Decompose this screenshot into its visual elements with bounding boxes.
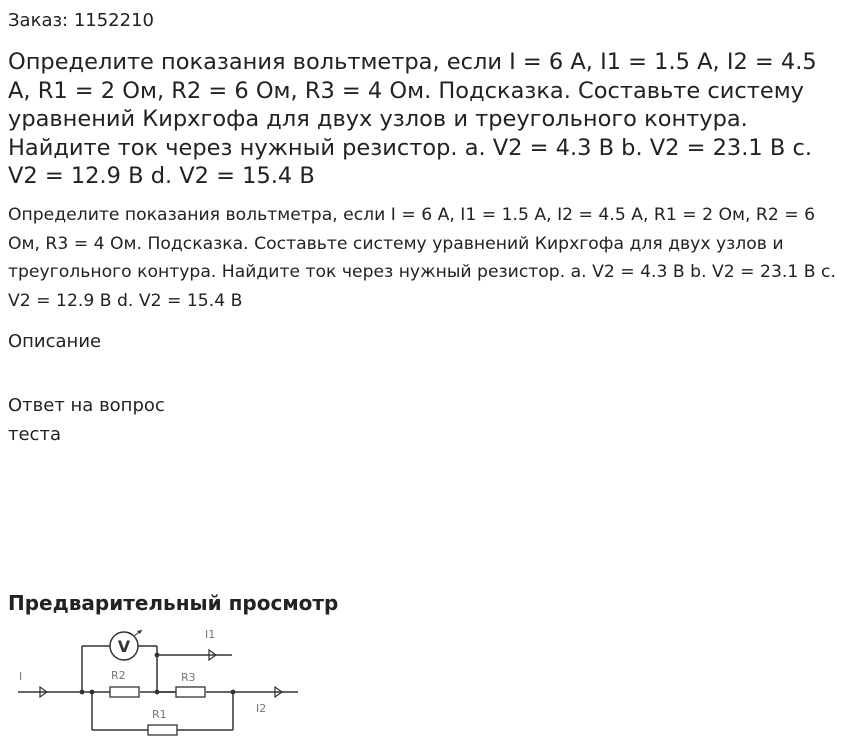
- order-number: Заказ: 1152210: [8, 10, 154, 31]
- resistor-r2: [110, 687, 139, 697]
- label-r3: R3: [181, 671, 196, 684]
- question-title: Определите показания вольтметра, если I = 6 А, I1 = 1.5 А, I2 = 4.5 А, R1 = 2 Ом, R2 = 6 Ом, R3 = 4 Ом. Подсказка. Составьте систему уравнений Кирхгофа для двух узлов и треугольного контура. Найдите ток через нужный резистор. a. V2 = 4.3 В b. V2 = 23.1 В c. V2 = 12.9 В d. V2 = 15.4 В: [8, 49, 817, 189]
- resistor-r1: [148, 725, 177, 735]
- label-r2: R2: [111, 669, 126, 682]
- description-label: Описание: [8, 331, 102, 352]
- current-arrows: [40, 650, 282, 697]
- question-text: Определите показания вольтметра, если I = 6 А, I1 = 1.5 А, I2 = 4.5 А, R1 = 2 Ом, R2 = 6 Ом, R3 = 4 Ом. Подсказка. Составьте систему уравнений Кирхгофа для двух узлов и треугольного контура. Найдите ток через нужный резистор. a. V2 = 4.3 В b. V2 = 23.1 В c. V2 = 12.9 В d. V2 = 15.4 В: [8, 205, 836, 311]
- answer-label: Ответ на вопрос теста: [8, 395, 165, 445]
- label-i1: I1: [205, 628, 216, 641]
- resistor-r3: [176, 687, 205, 697]
- voltmeter-icon: [110, 630, 142, 660]
- label-r1: R1: [152, 708, 167, 721]
- label-i: I: [19, 670, 23, 683]
- preview-heading: Предварительный просмотр: [8, 591, 339, 615]
- circuit-diagram: [10, 622, 310, 744]
- label-i2: I2: [256, 702, 267, 715]
- voltmeter-symbol: V: [117, 637, 131, 656]
